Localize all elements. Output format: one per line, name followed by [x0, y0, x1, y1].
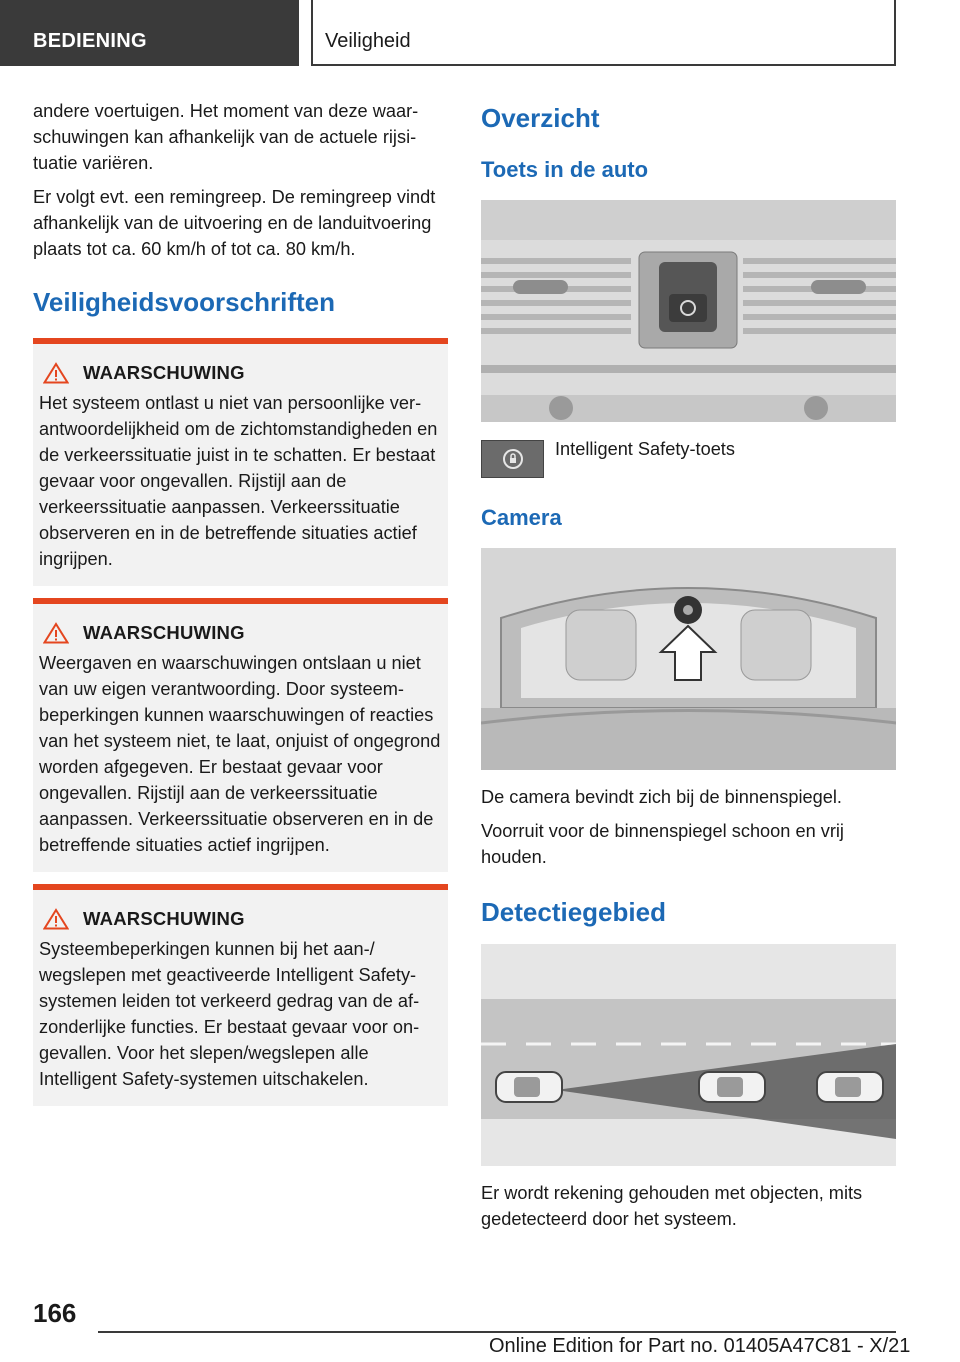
warning-title: WAARSCHUWING [83, 908, 245, 929]
intro-paragraph-1: andere voertuigen. Het moment van deze waarschuwingen kan afhankelijk van de actuele rijsituatie variëren. [33, 101, 419, 173]
camera-text-2: Voorruit voor de binnenspiegel schoon en vrij houden. [481, 821, 844, 867]
dashboard-button-illustration [481, 200, 896, 422]
warning-triangle-icon [43, 908, 69, 930]
section-label: Veiligheid [325, 30, 411, 52]
camera-text-1: De camera bevindt zich bij de binnenspiegel. [481, 787, 842, 807]
warning-text: Het systeem ontlast u niet van persoonlijke verantwoordelijkheid om de zichtomstandigheden en de verkeerssituatie juist in te schatten. Er bestaat gevaar voor ongevallen. Rijstijl aan de verkeerssituatie aanpassen. Verkeerssituatie observeren en in de betreffende situaties actief ingrijpen. [39, 393, 438, 569]
overview-heading: Overzicht [481, 103, 600, 133]
warning-title: WAARSCHUWING [83, 362, 245, 383]
warning-text: Weergaven en waarschuwingen ontslaan u niet van uw eigen verantwoording. Door systeembeperkingen kunnen waarschuwingen of reacties van het systeem niet, te laat, onjuist of ongegrond worden afgegeven. Er bestaat gevaar voor ongevallen. Rijstijl aan de verkeerssituatie aanpassen. Verkeerssituatie observeren en in de betreffende situaties actief ingrijpen. [39, 653, 441, 855]
left-column [33, 98, 448, 1106]
warning-text: Systeembeperkingen kunnen bij het aan-/ wegslepen met geactiveerde Intelligent Safety-systemen leiden tot verkeerd gedrag van de afzonderlijke functies. Er bestaat gevaar voor ongevallen. Voor het slepen/wegslepen alle Intelligent Safety-systemen uitschakelen. [39, 939, 420, 1089]
camera-subheading: Camera [481, 505, 562, 530]
detection-heading: Detectiegebied [481, 897, 666, 927]
button-caption: Intelligent Safety-toets [555, 439, 735, 459]
warning-box [33, 598, 448, 872]
button-subheading: Toets in de auto [481, 157, 649, 182]
warning-box [33, 338, 448, 586]
warning-title: WAARSCHUWING [83, 622, 245, 643]
detection-area-illustration [481, 944, 896, 1166]
warning-triangle-icon [43, 362, 69, 384]
intro-paragraph-2: Er volgt evt. een remingreep. De remingreep vindt afhankelijk van de uitvoering en de landuitvoering plaats tot ca. 60 km/h of tot ca. 80 km/h. [33, 187, 436, 259]
chapter-label: BEDIENING [33, 30, 147, 52]
warning-triangle-icon [43, 622, 69, 644]
footer-divider [98, 1331, 896, 1333]
section-header [311, 0, 896, 66]
detection-text: Er wordt rekening gehouden met objecten, mits gedetecteerd door het systeem. [481, 1183, 863, 1229]
safety-heading: Veiligheidsvoorschriften [33, 287, 335, 317]
edition-text: Online Edition for Part no. 01405A47C81 - X/21 [489, 1335, 911, 1357]
chapter-tab [0, 0, 299, 66]
warning-box [33, 884, 448, 1106]
page-number: 166 [33, 1298, 77, 1328]
camera-illustration [481, 548, 896, 770]
safety-button-icon [481, 440, 544, 478]
right-column [481, 98, 896, 1240]
